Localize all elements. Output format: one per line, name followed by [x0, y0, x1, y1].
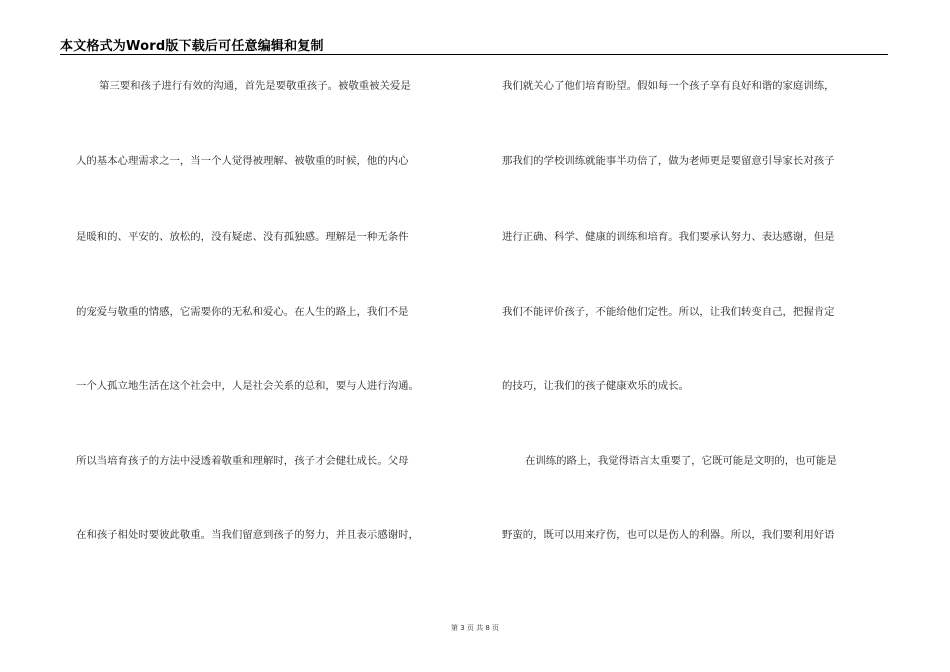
- paragraph-line: 在训练的路上，我觉得语言太重要了，它既可能是文明的，也可能是: [525, 455, 837, 467]
- paragraph-line: 所以当培育孩子的方法中浸透着敬重和理解时，孩子才会健壮成长。父母: [76, 455, 409, 467]
- header-title: 本文格式为Word版下载后可任意编辑和复制: [60, 39, 324, 54]
- paragraph-line: 的技巧，让我们的孩子健康欢乐的成长。: [502, 380, 690, 392]
- paragraph-line: 进行正确、科学、健康的训练和培育。我们要承认努力、表达感谢，但是: [502, 231, 835, 243]
- paragraph-line: 那我们的学校训练就能事半功倍了，做为老师更是要留意引导家长对孩子: [502, 155, 835, 167]
- paragraph-line: 第三要和孩子进行有效的沟通，首先是要敬重孩子。被敬重被关爱是: [99, 80, 411, 92]
- document-header: [60, 34, 888, 55]
- paragraph-line: 我们就关心了他们培育盼望。假如每一个孩子享有良好和谐的家庭训练，: [502, 80, 835, 92]
- page-number: 第 3 页 共 8 页: [450, 624, 500, 632]
- paragraph-line: 野蛮的，既可以用来疗伤，也可以是伤人的利器。所以，我们要利用好语: [502, 529, 835, 541]
- paragraph-line: 一个人孤立地生活在这个社会中，人是社会关系的总和，要与人进行沟通。: [76, 380, 419, 392]
- paragraph-line: 是暖和的、平安的、放松的，没有疑虑、没有孤独感。理解是一种无条件: [76, 231, 409, 243]
- paragraph-line: 人的基本心理需求之一，当一个人觉得被理解、被敬重的时候，他的内心: [76, 155, 409, 167]
- paragraph-line: 在和孩子相处时要彼此敬重。当我们留意到孩子的努力，并且表示感谢时，: [76, 529, 419, 541]
- paragraph-line: 的宠爱与敬重的情感，它需要你的无私和爱心。在人生的路上，我们不是: [76, 306, 409, 318]
- paragraph-line: 我们不能评价孩子，不能给他们定性。所以，让我们转变自己，把握肯定: [502, 306, 835, 318]
